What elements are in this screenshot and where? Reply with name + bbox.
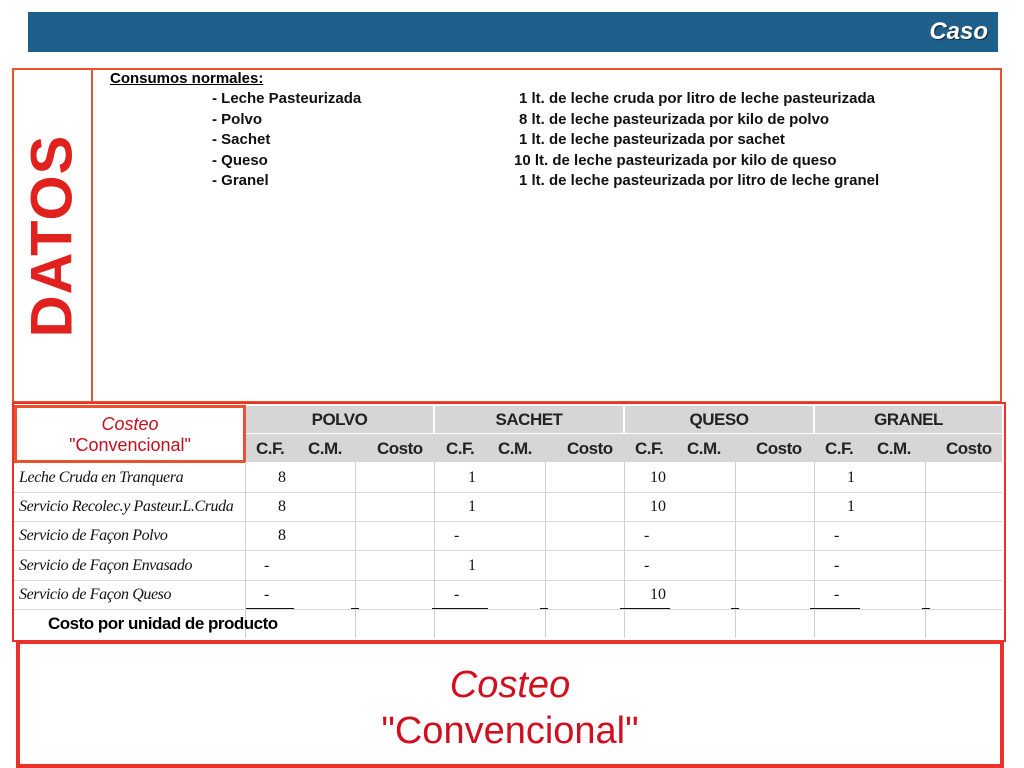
subtotal-underline — [620, 608, 670, 609]
subtotal-underline — [810, 608, 860, 609]
subtotal-underline — [246, 608, 294, 609]
datos-label: DATOS — [19, 134, 85, 338]
datos-frame — [12, 68, 1002, 403]
col-header-costo: Costo — [377, 439, 423, 458]
table-row-label: Servicio de Façon Envasado — [19, 557, 193, 574]
row-separator — [14, 492, 1002, 493]
subtotal-underline — [731, 608, 739, 609]
table-row-label: Leche Cruda en Tranquera — [19, 469, 184, 486]
col-header-costo: Costo — [946, 439, 992, 458]
consumo-item-name: - Polvo — [212, 111, 263, 128]
col-header-cf: C.F. — [256, 439, 285, 458]
cell-queso-cf: - — [644, 527, 650, 544]
col-header-cf: C.F. — [446, 439, 475, 458]
cell-queso-cf: 10 — [650, 469, 666, 486]
costeo-line1: Costeo — [101, 414, 159, 434]
total-row-label: Costo por unidad de producto — [48, 614, 278, 633]
cell-sachet-cf: 1 — [468, 498, 476, 515]
cell-granel-cf: - — [834, 557, 840, 574]
datos-divider — [91, 68, 93, 403]
consumo-item-value: 1 lt. de leche cruda por litro de leche pasteurizada — [519, 90, 875, 107]
cell-polvo-cf: - — [264, 586, 270, 603]
row-separator — [14, 580, 1002, 581]
costeo-label-large — [16, 640, 1004, 768]
col-header-cm: C.M. — [687, 439, 721, 458]
subtotal-underline — [922, 608, 930, 609]
cell-granel-cf: 1 — [847, 469, 855, 486]
col-header-cf: C.F. — [635, 439, 664, 458]
subtotal-underline — [432, 608, 488, 609]
row-separator — [14, 521, 1002, 522]
group-header-granel: GRANEL — [815, 406, 1002, 434]
header-bar — [28, 12, 998, 52]
group-header-queso: QUESO — [625, 406, 815, 434]
table-row-label: Servicio Recolec.y Pasteur.L.Cruda — [19, 498, 234, 515]
table-header — [246, 406, 1002, 462]
cell-polvo-cf: 8 — [278, 469, 286, 486]
cell-granel-cf: 1 — [847, 498, 855, 515]
subtotal-underline — [540, 608, 548, 609]
row-separator — [14, 609, 1002, 610]
cell-polvo-cf: - — [264, 557, 270, 574]
costeo-line2: "Convencional" — [69, 435, 191, 455]
costeo-label-small — [14, 405, 246, 463]
col-header-cf: C.F. — [825, 439, 854, 458]
consumo-item-value: 8 lt. de leche pasteurizada por kilo de polvo — [519, 111, 830, 128]
col-header-costo: Costo — [756, 439, 802, 458]
costeo-large-line2: "Convencional" — [381, 710, 639, 752]
col-header-cm: C.M. — [308, 439, 342, 458]
table-row-label: Servicio de Façon Polvo — [19, 527, 168, 544]
group-header-sachet: SACHET — [435, 406, 625, 434]
consumos-title: Consumos normales: — [110, 70, 264, 87]
cell-sachet-cf: - — [454, 586, 460, 603]
table-row-label: Servicio de Façon Queso — [19, 586, 172, 603]
consumo-item-name: - Leche Pasteurizada — [212, 90, 362, 107]
cell-granel-cf: - — [834, 527, 840, 544]
header-title: Caso — [929, 18, 988, 45]
row-separator — [14, 550, 1002, 551]
consumo-item-name: - Queso — [212, 152, 268, 169]
consumo-item-value: 10 lt. de leche pasteurizada por kilo de queso — [514, 152, 837, 169]
group-header-polvo: POLVO — [246, 406, 435, 434]
cell-sachet-cf: 1 — [468, 557, 476, 574]
cell-queso-cf: 10 — [650, 586, 666, 603]
cell-queso-cf: - — [644, 557, 650, 574]
cell-polvo-cf: 8 — [278, 527, 286, 544]
cell-queso-cf: 10 — [650, 498, 666, 515]
consumo-item-name: - Granel — [212, 172, 269, 189]
costeo-large-line1: Costeo — [449, 664, 571, 706]
cell-granel-cf: - — [834, 586, 840, 603]
col-header-cm: C.M. — [498, 439, 532, 458]
subtotal-underline — [351, 608, 359, 609]
consumo-item-value: 1 lt. de leche pasteurizada por litro de leche granel — [519, 172, 880, 189]
consumo-item-value: 1 lt. de leche pasteurizada por sachet — [519, 131, 785, 148]
col-header-cm: C.M. — [877, 439, 911, 458]
cell-sachet-cf: 1 — [468, 469, 476, 486]
cell-sachet-cf: - — [454, 527, 460, 544]
cell-polvo-cf: 8 — [278, 498, 286, 515]
col-header-costo: Costo — [567, 439, 613, 458]
consumo-item-name: - Sachet — [212, 131, 271, 148]
